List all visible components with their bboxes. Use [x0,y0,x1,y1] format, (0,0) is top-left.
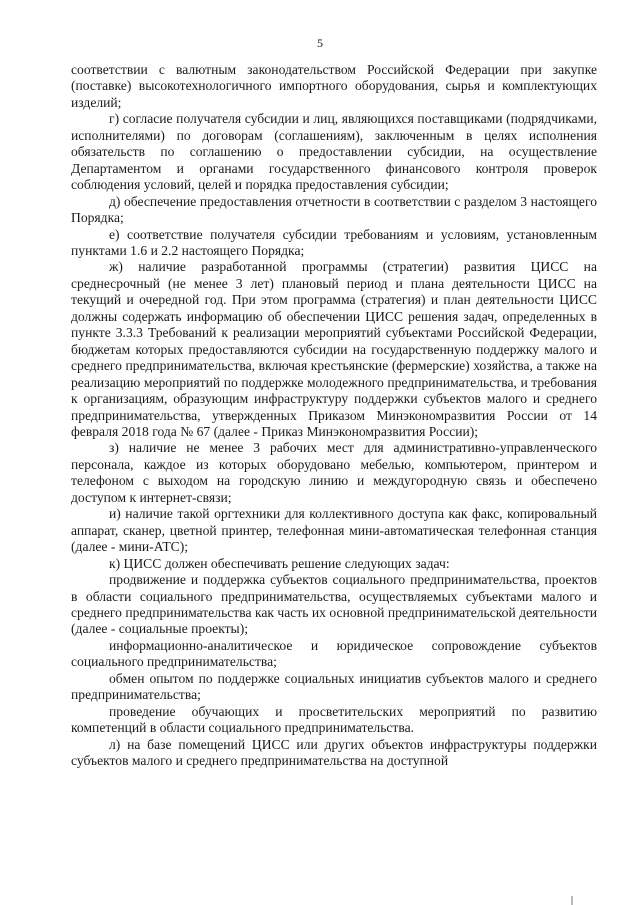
scan-mark [571,896,573,905]
paragraph-continuation: соответствии с валютным законодательством Российской Федерации при закупке (поставке) высокотехнологичного импортного оборудования, сырья и комплектующих изделий; [71,62,597,110]
paragraph-task-exchange: обмен опытом по поддержке социальных инициатив субъектов малого и среднего предпринимательства; [71,670,597,703]
document-body [71,62,597,769]
paragraph-item-d: д) обеспечение предоставления отчетности в соответствии с разделом 3 настоящего Порядка; [71,193,597,226]
paragraph-item-l: л) на базе помещений ЦИСС или других объектов инфраструктуры поддержки субъектов малого и среднего предпринимательства на доступной [71,736,597,769]
paragraph-task-promotion: продвижение и поддержка субъектов социального предпринимательства, проектов в области социального предпринимательства, осуществляемых субъектами малого и среднего предпринимательства как часть их основной предпринимательской деятельности (далее - социальные проекты); [71,572,597,637]
paragraph-task-information: информационно-аналитическое и юридическое сопровождение субъектов социального предпринимательства; [71,637,597,670]
paragraph-item-z: з) наличие не менее 3 рабочих мест для административно-управленческого персонала, каждое из которых оборудовано мебелью, компьютером, принтером и телефоном с выходом на городскую линию и междугородную связь и обеспечено доступом к интернет-связи; [71,440,597,505]
paragraph-item-zh: ж) наличие разработанной программы (стратегии) развития ЦИСС на среднесрочный (не менее 3 лет) плановый период и плана деятельности ЦИСС на текущий и очередной год. При этом программа (стратегия) и план деятельности ЦИСС должны содержать информацию об обеспечении ЦИСС решения задач, определенных в пункте 3.3.3 Требований к реализации мероприятий субъектами Российской Федерации, бюджетам которых предоставляются субсидии на государственную поддержку малого и среднего предпринимательства, включая крестьянские (фермерские) хозяйства, а также на реализацию мероприятий по поддержке молодежного предпринимательства, и требования к организациям, образующим инфраструктуру поддержки субъектов малого и среднего предпринимательства, утвержденных Приказом Минэкономразвития России от 14 февраля 2018 года № 67 (далее - Приказ Минэкономразвития России); [71,259,597,439]
paragraph-item-i: и) наличие такой оргтехники для коллективного доступа как факс, копировальный аппарат, сканер, цветной принтер, телефонная мини-автоматическая телефонная станция (далее - мини-АТС); [71,506,597,555]
paragraph-item-g: г) согласие получателя субсидии и лиц, являющихся поставщиками (подрядчиками, исполнителями) по договорам (соглашениям), заключенным в целях исполнения обязательств по соглашению о предоставлении субсидии, на осуществление Департаментом и органами государственного финансового контроля проверок соблюдения условий, целей и порядка предоставления субсидии; [71,111,597,193]
paragraph-item-e: е) соответствие получателя субсидии требованиям и условиям, установленным пунктами 1.6 и 2.2 настоящего Порядка; [71,226,597,258]
paragraph-item-k: к) ЦИСС должен обеспечивать решение следующих задач: [109,555,450,571]
paragraph-task-training: проведение обучающих и просветительских мероприятий по развитию компетенций в области социального предпринимательства. [71,703,597,736]
page-number: 5 [317,36,323,50]
